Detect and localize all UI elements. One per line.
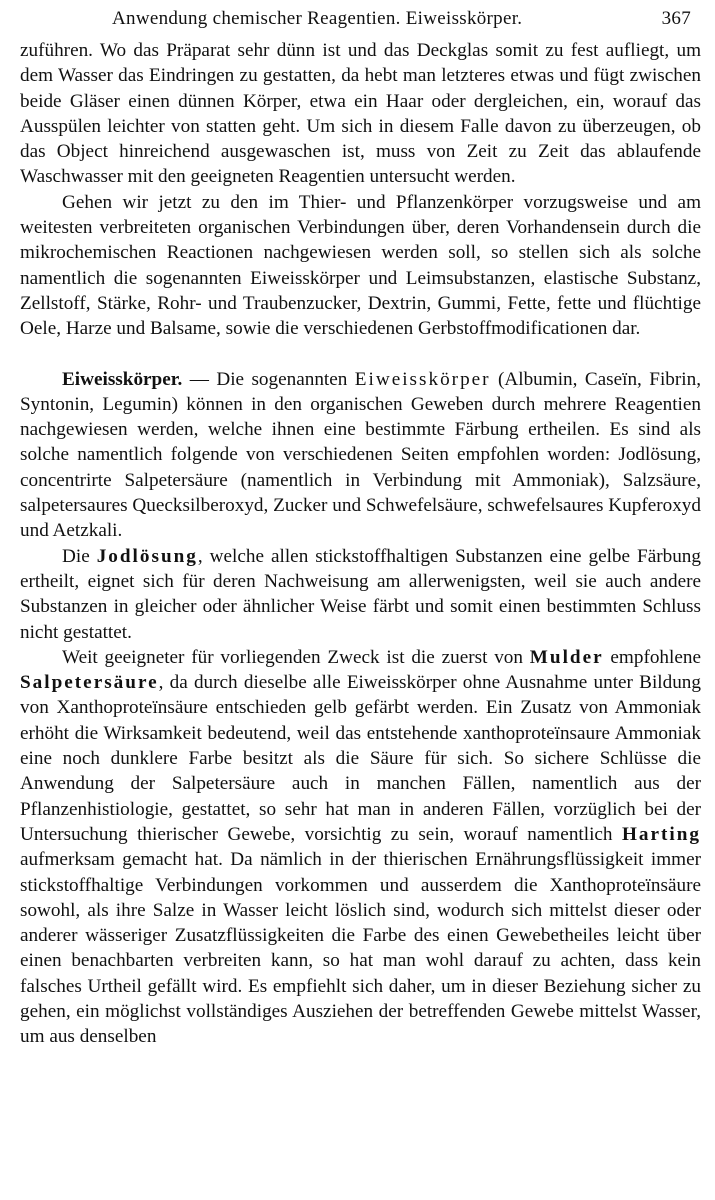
bold-term: Salpetersäure (20, 672, 159, 694)
paragraph-text: , da durch dieselbe alle Eiweisskörper ohne Ausnahme unter Bildung von Xanthoproteïnsäure entschieden gelb gefärbt werden. Ein Zusatz von Ammoniak erhöht die Wirksamkeit bedeutend, weil das entstehende xanthoproteïnsaure Ammoniak eine noch dunklere Farbe besitzt als die Säure für sich. So sichere Schlüsse die Anwendung der Salpetersäure auch in manchen Fällen, namentlich aus der Pflanzenhistiologie, gestattet, so sehr hat man in anderen Fällen, vorzüglich bei der Untersuchung thierischer Gewebe, vorsichtig zu sein, worauf namentlich (20, 672, 701, 845)
running-title: Anwendung chemischer Reagentien. Eiweisskörper. (112, 8, 523, 29)
body-text (20, 38, 701, 1050)
paragraph-text: aufmerksam gemacht hat. Da nämlich in der thierischen Ernährungsflüssigkeit immer stickstoffhaltige Verbindungen vorkommen und ausserdem die Xanthoproteïnsäure sowohl, als ihre Salze in Wasser leicht löslich sind, wodurch sich mittelst dieser oder anderer wässeriger Zusatzflüssigkeiten die Farbe des einen Gewebetheiles leicht über einen benachbarten verbreiten kann, so hat man wohl darauf zu achten, dass kein falsches Urtheil gefällt wird. Es empfiehlt sich daher, um in dieser Beziehung sicher zu gehen, ein möglichst vollständiges Ausziehen der betreffenden Gewebe mittelst Wasser, um aus denselben (20, 849, 701, 1048)
paragraph-eiweisskoerper (20, 367, 701, 544)
spaced-term: Eiweisskörper (354, 368, 491, 390)
bold-term: Jodlösung (96, 545, 198, 567)
heading-dash: — Die sogenannten (182, 368, 355, 390)
section-heading: Eiweisskörper. (62, 368, 183, 390)
paragraph-organic-compounds (20, 190, 701, 342)
paragraph-lead: Die (62, 545, 97, 567)
page-number: 367 (661, 8, 691, 29)
author-name: Mulder (529, 646, 604, 668)
paragraph-lead: Weit geeigneter für vorliegenden Zweck ist die zuerst von (62, 646, 530, 668)
paragraph-text: Gehen wir jetzt zu den im Thier- und Pflanzenkörper vorzugsweise und am weitesten verbreiteten organischen Verbindungen über, deren Vorhandensein durch die mikrochemischen Reactionen nachgewiesen werden soll, so stellen sich als solche namentlich die sogenannten Eiweisskörper und Leimsubstanzen, elastische Substanz, Zellstoff, Stärke, Rohr- und Traubenzucker, Dextrin, Gummi, Fette, fette und flüchtige Oele, Harze und Balsame, sowie die verschiedenen Gerbstoffmodificationen dar. (20, 191, 701, 340)
author-name: Harting (621, 823, 701, 845)
section-gap (20, 342, 701, 367)
paragraph-text: zuführen. Wo das Präparat sehr dünn ist und das Deckglas somit zu fest aufliegt, um dem Wasser das Eindringen zu gestatten, da hebt man letzteres etwas und fügt zwischen beide Gläser einen dünnen Körper, etwa ein Haar oder dergleichen, ein, worauf das Ausspülen leichter von statten geht. Um sich in diesem Falle davon zu überzeugen, ob das Object hinreichend ausgewaschen ist, muss von Zeit zu Zeit das ablaufende Waschwasser mit den geeigneten Reagentien untersucht werden. (20, 40, 701, 188)
page-header (20, 6, 701, 36)
paragraph-text: , welche allen stickstoffhaltigen Substanzen eine gelbe Färbung ertheilt, eignet sich für deren Nachweisung am allerwenigsten, weil sie auch andere Substanzen in gleicher oder ähnlicher Weise färbt und somit einen bestimmten Schluss nicht gestattet. (20, 545, 701, 643)
paragraph-text: empfohlene (603, 646, 701, 668)
paragraph-jodloesung (20, 544, 701, 645)
paragraph-text: (Albumin, Caseïn, Fibrin, Syntonin, Legumin) können in den organischen Geweben durch mehrere Reagentien nachgewiesen werden, welche ihnen eine bestimmte Färbung ertheilen. Es sind als solche namentlich folgende von verschiedenen Seiten empfohlen worden: Jodlösung, concentrirte Salpetersäure (namentlich in Verbindung mit Ammoniak), Salzsäure, salpetersaures Quecksilberoxyd, Zucker und Schwefelsäure, schwefelsaures Kupferoxyd und Aetzkali. (20, 368, 701, 542)
paragraph-continuation (20, 38, 701, 190)
paragraph-salpetersaeure (20, 645, 701, 1050)
